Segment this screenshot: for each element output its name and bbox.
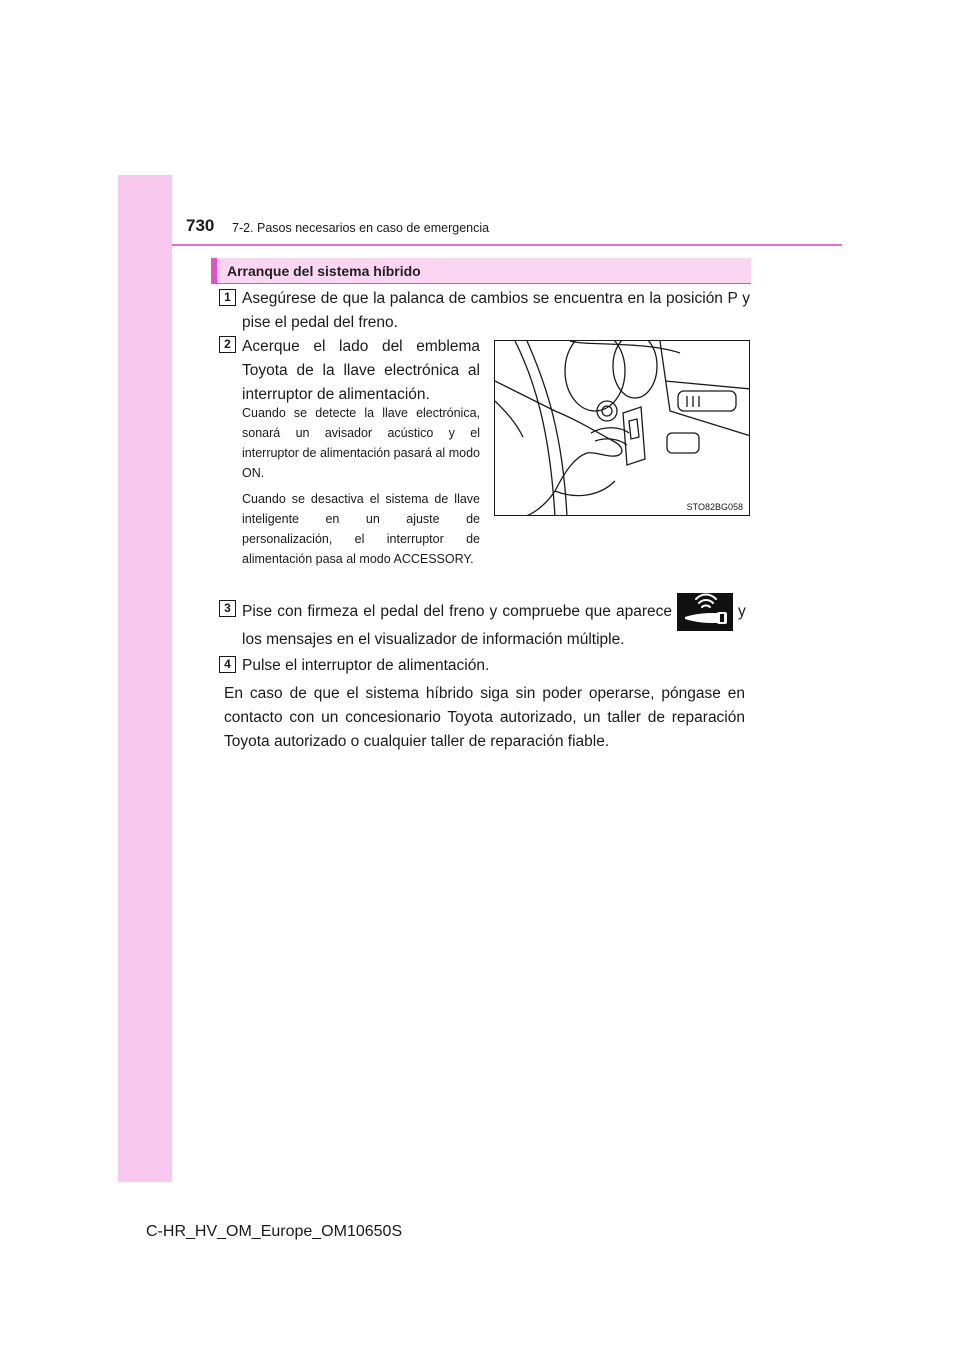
illustration-code: STO82BG058 — [686, 502, 743, 512]
side-margin-band — [118, 175, 172, 1182]
smart-key-indicator-icon — [677, 593, 733, 631]
page-number: 730 — [186, 216, 215, 235]
step-3-text-trailing: y — [738, 603, 746, 620]
step-4-text: Pulse el interruptor de alimentación. — [242, 657, 490, 674]
closing-paragraph: En caso de que el sistema híbrido siga sin poder operarse, póngase en contacto con un concesionario Toyota autorizado, un taller de reparación Toyota autorizado o cualquier taller de reparación fiable. — [224, 685, 745, 750]
note-key-detected: Cuando se detecte la llave electrónica, sonará un avisador acústico y el interruptor de alimentación pasará al modo ON. — [242, 406, 480, 480]
note-smart-key-disabled: Cuando se desactiva el sistema de llave inteligente en un ajuste de personalización, el interruptor de alimentación pasa al modo ACCESSORY. — [242, 492, 480, 566]
running-title: 7-2. Pasos necesarios en caso de emergencia — [232, 221, 490, 235]
step-1-text: Asegúrese de que la palanca de cambios se encuentra en la posición P y pise el pedal del freno. — [242, 290, 750, 331]
step-4-badge: 4 — [219, 656, 236, 673]
hand-holding-key-drawing — [495, 341, 750, 516]
step-3-text: Pise con firmeza el pedal del freno y compruebe que aparece — [242, 603, 672, 620]
step-3-text-line2: los mensajes en el visualizador de información múltiple. — [242, 631, 625, 648]
header-rule — [172, 244, 842, 246]
section-heading: Arranque del sistema híbrido — [211, 258, 751, 284]
step-2-text: Acerque el lado del emblema Toyota de la llave electrónica al interruptor de alimentación. — [242, 338, 480, 403]
step-1-badge: 1 — [219, 289, 236, 306]
key-to-power-switch-illustration — [494, 340, 750, 516]
step-2-notes — [242, 403, 480, 575]
step-3-badge: 3 — [219, 600, 236, 617]
key-signal-icon — [677, 593, 733, 631]
step-2-badge: 2 — [219, 336, 236, 353]
footer-document-code: C-HR_HV_OM_Europe_OM10650S — [146, 1223, 403, 1240]
